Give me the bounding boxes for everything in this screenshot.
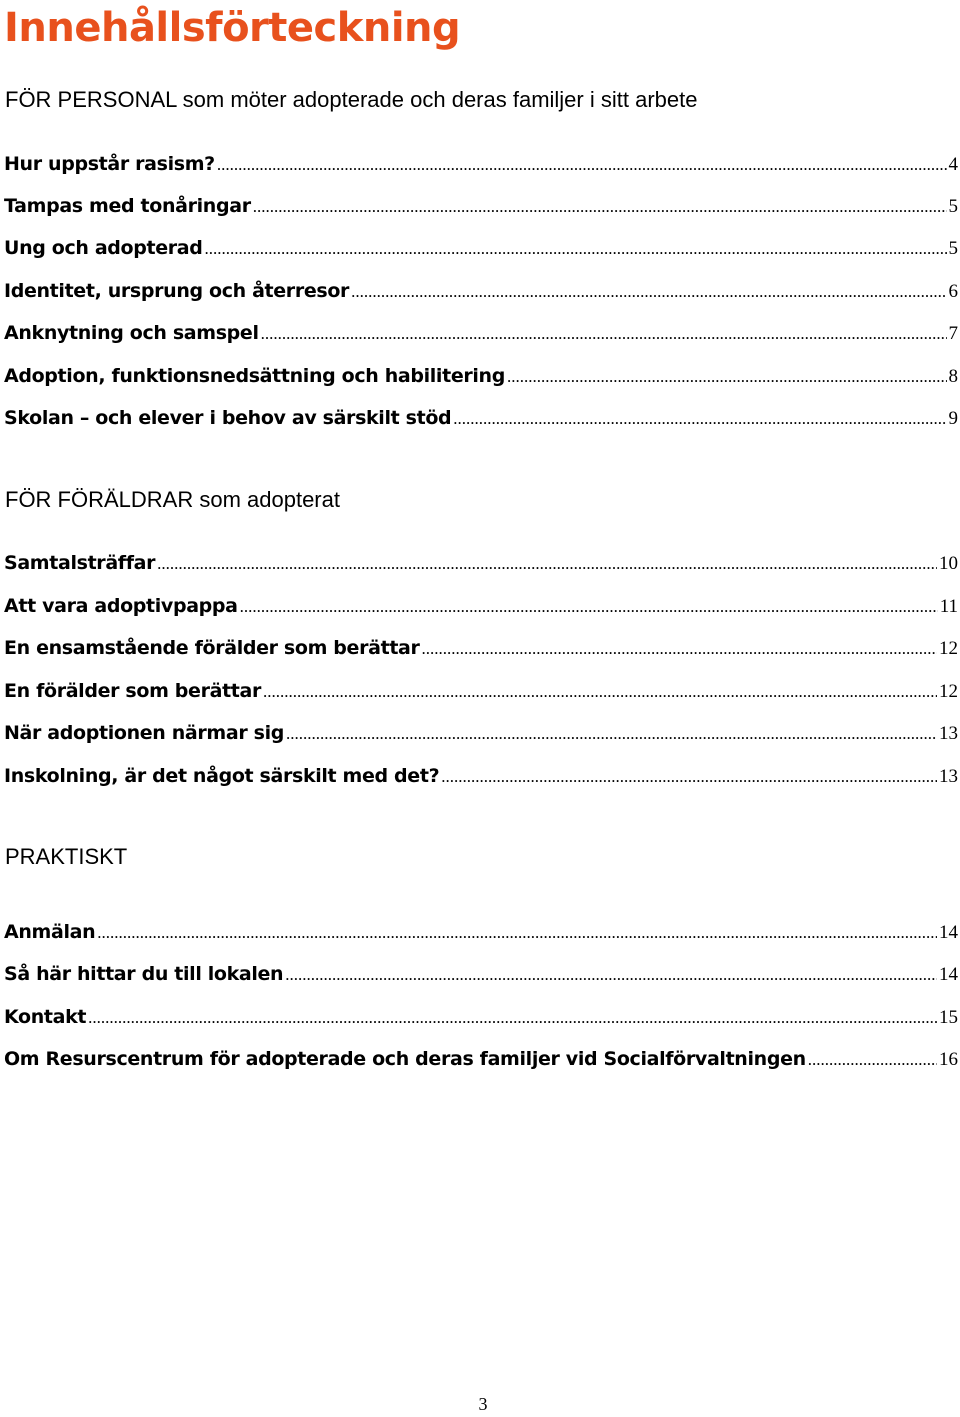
toc-entry-label: Identitet, ursprung och återresor	[4, 280, 350, 302]
dot-leader	[240, 597, 938, 617]
toc-entry[interactable]	[4, 280, 960, 310]
toc-entry-page: 15	[939, 1007, 958, 1028]
toc-entry-label: Så här hittar du till lokalen	[4, 963, 284, 985]
toc-entry-label: En förälder som berättar	[4, 680, 262, 702]
toc-entry[interactable]	[4, 153, 960, 183]
toc-entry-page: 7	[948, 323, 958, 344]
toc-entry[interactable]	[4, 1006, 960, 1036]
toc-entry[interactable]	[4, 637, 960, 667]
toc-entry-page: 11	[939, 596, 958, 617]
toc-entry-label: Adoption, funktionsnedsättning och habilitering	[4, 365, 505, 387]
page-number	[0, 1393, 960, 1415]
toc-entry[interactable]	[4, 237, 960, 267]
dot-leader	[97, 923, 937, 943]
dot-leader	[453, 409, 946, 429]
toc-entry-label: Om Resurscentrum för adopterade och deras familjer vid Socialförvaltningen	[4, 1048, 806, 1070]
toc-entry[interactable]	[4, 722, 960, 752]
toc-entry-label: Hur uppstår rasism?	[4, 153, 215, 175]
toc-entry-label: Att vara adoptivpappa	[4, 595, 238, 617]
toc-entry-page: 14	[939, 922, 958, 943]
dot-leader	[217, 155, 947, 175]
toc-entry-label: Inskolning, är det något särskilt med det?	[4, 765, 440, 787]
dot-leader	[88, 1008, 937, 1028]
toc-entry[interactable]	[4, 407, 960, 437]
toc-entry[interactable]	[4, 322, 960, 352]
toc-entry[interactable]	[4, 921, 960, 951]
toc-entry-page: 9	[948, 408, 958, 429]
dot-leader	[808, 1050, 937, 1070]
section-heading-praktiskt: PRAKTISKT	[5, 844, 128, 869]
toc-entry-label: Anmälan	[4, 921, 96, 943]
toc-entry-label: Tampas med tonåringar	[4, 195, 251, 217]
dot-leader	[286, 724, 937, 744]
toc-entry[interactable]	[4, 1048, 960, 1078]
dot-leader	[253, 197, 947, 217]
toc-entry[interactable]	[4, 595, 960, 625]
toc-entry[interactable]	[4, 765, 960, 795]
toc-entry-page: 12	[939, 638, 958, 659]
toc-entry[interactable]	[4, 365, 960, 395]
toc-entry-label: Anknytning och samspel	[4, 322, 259, 344]
toc-entry[interactable]	[4, 680, 960, 710]
toc-entry-page: 12	[939, 681, 958, 702]
section-heading-foraldrar: FÖR FÖRÄLDRAR som adopterat	[5, 487, 340, 512]
dot-leader	[422, 639, 937, 659]
toc-entry-page: 16	[939, 1049, 958, 1070]
toc-entry-label: Samtalsträffar	[4, 552, 156, 574]
toc-entry-label: Ung och adopterad	[4, 237, 203, 259]
toc-entry-page: 5	[948, 196, 958, 217]
section-heading-personal: FÖR PERSONAL som möter adopterade och deras familjer i sitt arbete	[5, 87, 698, 112]
toc-entry-label: Kontakt	[4, 1006, 87, 1028]
dot-leader	[205, 239, 947, 259]
toc-entry[interactable]	[4, 552, 960, 582]
page-number-text: 3	[478, 1394, 488, 1414]
toc-entry-page: 5	[948, 238, 958, 259]
dot-leader	[351, 282, 946, 302]
toc-entry-label: Skolan – och elever i behov av särskilt stöd	[4, 407, 452, 429]
toc-entry-page: 4	[948, 154, 958, 175]
toc-entry-page: 13	[939, 766, 958, 787]
dot-leader	[507, 367, 947, 387]
toc-entry-label: När adoptionen närmar sig	[4, 722, 284, 744]
toc-entry-page: 8	[948, 366, 958, 387]
page-title: Innehållsförteckning	[4, 5, 461, 51]
dot-leader	[157, 554, 937, 574]
toc-entry[interactable]	[4, 963, 960, 993]
dot-leader	[263, 682, 937, 702]
toc-entry-page: 10	[939, 553, 958, 574]
toc-entry[interactable]	[4, 195, 960, 225]
toc-entry-label: En ensamstående förälder som berättar	[4, 637, 420, 659]
toc-entry-page: 14	[939, 964, 958, 985]
toc-entry-page: 6	[948, 281, 958, 302]
dot-leader	[441, 767, 937, 787]
toc-entry-page: 13	[939, 723, 958, 744]
dot-leader	[261, 324, 947, 344]
dot-leader	[285, 965, 937, 985]
